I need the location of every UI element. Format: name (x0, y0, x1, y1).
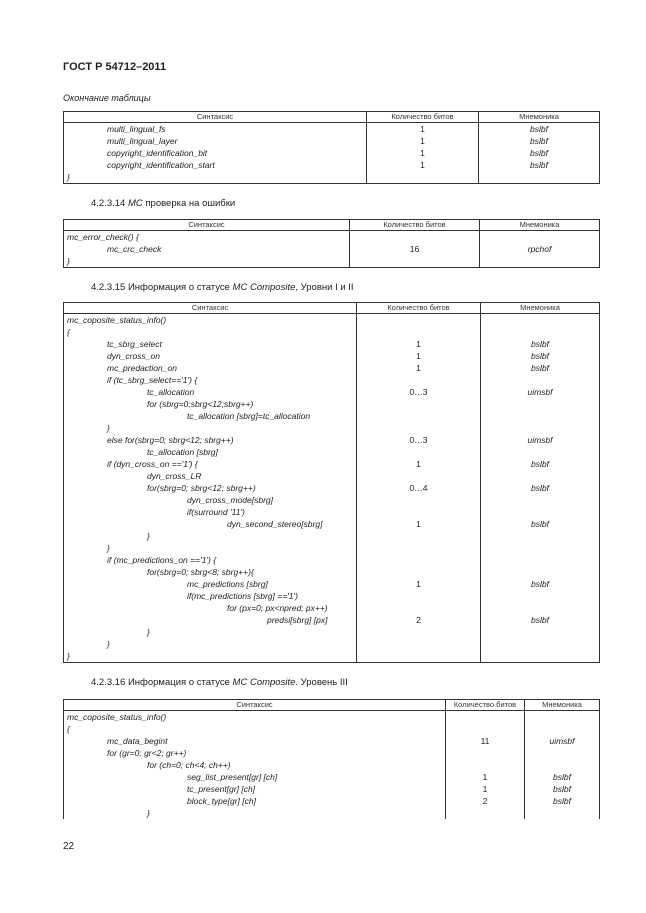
mnemonic-value (481, 326, 599, 338)
syntax-line: tc_allocation [sbrg]=tc_allocation (187, 411, 311, 421)
bits-value (357, 326, 480, 338)
column-header-mnemonic: Мнемоника (479, 112, 600, 123)
bits-value: 1 (416, 339, 421, 349)
bits-value (357, 590, 480, 602)
bits-value: 1 (416, 579, 421, 589)
syntax-line: mc_coposite_status_info() (67, 315, 167, 325)
syntax-line: tc_allocation [sbrg] (147, 447, 218, 457)
mnemonic-value (481, 314, 599, 326)
bits-value: 1 (420, 160, 425, 170)
bits-value (357, 506, 480, 518)
bits-value: 1 (416, 351, 421, 361)
syntax-line: seg_list_present[gr] [ch] (187, 772, 278, 782)
mnemonic-value (481, 422, 599, 434)
bits-value (446, 759, 524, 771)
bits-value (446, 723, 524, 735)
mnemonic-value: bslbf (531, 519, 549, 529)
syntax-line: for(sbrg=0; sbrg<12; sbrg++) (147, 483, 256, 493)
bits-value (350, 255, 479, 267)
mnemonic-value (481, 650, 599, 662)
syntax-line: copyright_identification_bit (107, 148, 208, 158)
bits-value: 1 (420, 148, 425, 158)
bits-value (357, 566, 480, 578)
column-header-bits: Количество битов (357, 303, 481, 314)
syntax-line: if (tc_sbrg_select=='1') { (107, 375, 198, 385)
section-title-mc-error-check: 4.2.3.14 MC проверка на ошибки (91, 198, 236, 209)
syntax-line: predsi[sbrg] [px] (267, 615, 328, 625)
syntax-line: dyn_cross_on (107, 351, 160, 361)
syntax-line: if (mc_predictions_on =='1') { (107, 555, 217, 565)
syntax-line: dyn_cross_LR (147, 471, 202, 481)
bits-value: 0…3 (409, 435, 428, 445)
bits-value (357, 410, 480, 422)
syntax-line: mc_error_check() { (67, 232, 139, 242)
syntax-line: dyn_cross_mode[sbrg] (187, 495, 273, 505)
bits-value (357, 530, 480, 542)
bits-value (357, 602, 480, 614)
syntax-line: } (147, 531, 150, 541)
bits-value (367, 171, 478, 183)
bits-value: 2 (482, 796, 488, 806)
syntax-table-composite-status-1-2 (63, 302, 600, 663)
syntax-line: if (dyn_cross_on =='1') { (107, 459, 198, 469)
bits-value (357, 422, 480, 434)
mnemonic-value (479, 171, 599, 183)
syntax-line: tc_allocation (147, 387, 195, 397)
bits-value (357, 446, 480, 458)
mnemonic-value (481, 530, 599, 542)
bits-value (350, 231, 479, 243)
bits-value: 16 (409, 244, 420, 254)
syntax-table-end (63, 111, 600, 184)
bits-value (357, 398, 480, 410)
bits-value (357, 650, 480, 662)
column-header-bits: Количество битов (446, 700, 525, 711)
mnemonic-value (481, 446, 599, 458)
section-title-composite-status-1-2: 4.2.3.15 Информация о статусе MC Composite, Уровни I и II (91, 282, 354, 293)
bits-value (357, 626, 480, 638)
syntax-line: if(mc_predictions [sbrg] =='1') (187, 591, 298, 601)
bits-cell (367, 123, 479, 184)
page-number: 22 (63, 841, 75, 852)
mnemonic-value (480, 255, 599, 267)
bits-value: 1 (416, 519, 421, 529)
syntax-line: } (67, 651, 70, 661)
syntax-line: copyright_identification_start (107, 160, 215, 170)
syntax-cell (64, 711, 446, 820)
bits-value (357, 314, 480, 326)
mnemonic-value: bslbf (531, 579, 549, 589)
mnemonic-value (525, 807, 599, 819)
mnemonic-value (481, 470, 599, 482)
mnemonic-value (525, 711, 599, 723)
syntax-line: } (67, 172, 70, 182)
document-header: ГОСТ Р 54712–2011 (63, 61, 167, 73)
bits-value (446, 711, 524, 723)
mnemonic-value: bslbf (531, 483, 549, 493)
syntax-line: block_type[gr] [ch] (187, 796, 256, 806)
section-title-composite-status-3: 4.2.3.16 Информация о статусе MC Composite. Уровень III (91, 677, 348, 688)
bits-value: 1 (482, 772, 488, 782)
mnemonic-value: bslbf (531, 363, 549, 373)
column-header-syntax: Синтаксис (64, 700, 446, 711)
bits-value: 2 (416, 615, 421, 625)
bits-value: 1 (482, 784, 488, 794)
mnemonic-value (481, 542, 599, 554)
bits-value (357, 374, 480, 386)
mnemonic-value: rpchof (527, 244, 552, 254)
syntax-line: } (107, 639, 110, 649)
table-continuation-caption: Окончание таблицы (63, 93, 151, 103)
mnemonic-cell (481, 314, 600, 663)
mnemonic-value: bslbf (530, 160, 548, 170)
syntax-line: } (107, 423, 110, 433)
column-header-syntax: Синтаксис (64, 220, 350, 231)
mnemonic-value (481, 638, 599, 650)
mnemonic-value: uimsbf (527, 387, 553, 397)
bits-cell (446, 711, 525, 820)
column-header-mnemonic: Мнемоника (481, 303, 600, 314)
bits-value: 1 (416, 459, 421, 469)
bits-value: 11 (480, 736, 490, 746)
syntax-line: { (67, 327, 70, 337)
mnemonic-value (525, 747, 599, 759)
syntax-line: mc_predictions [sbrg] (187, 579, 268, 589)
mnemonic-value (481, 410, 599, 422)
bits-value (357, 494, 480, 506)
syntax-line: for (sbrg=0;sbrg<12;sbrg++) (147, 399, 254, 409)
syntax-line: multi_lingual_fs (107, 124, 166, 134)
syntax-line: multi_lingual_layer (107, 136, 178, 146)
mnemonic-value: bslbf (553, 796, 571, 806)
bits-value (357, 470, 480, 482)
bits-value (357, 542, 480, 554)
mnemonic-value (481, 398, 599, 410)
bits-value (446, 807, 524, 819)
column-header-bits: Количество битов (350, 220, 480, 231)
mnemonic-value (481, 506, 599, 518)
mnemonic-cell (479, 123, 600, 184)
mnemonic-value: bslbf (553, 784, 571, 794)
bits-value: 0…4 (409, 483, 428, 493)
bits-value: 1 (416, 363, 421, 373)
mnemonic-cell (525, 711, 600, 820)
syntax-line: if(surround '11') (187, 507, 245, 517)
syntax-line: mc_predaction_on (107, 363, 177, 373)
syntax-line: } (107, 543, 110, 553)
syntax-cell (64, 314, 357, 663)
mnemonic-cell (480, 231, 600, 268)
mnemonic-value (481, 494, 599, 506)
syntax-line: for (ch=0; ch<4; ch++) (147, 760, 231, 770)
mnemonic-value: bslbf (530, 148, 548, 158)
bits-value (446, 747, 524, 759)
syntax-line: mc_coposite_status_info() (67, 712, 167, 722)
syntax-line: for (gr=0; gr<2; gr++) (107, 748, 187, 758)
column-header-syntax: Синтаксис (64, 303, 357, 314)
syntax-line: { (67, 724, 70, 734)
mnemonic-value (481, 554, 599, 566)
mnemonic-value: bslbf (531, 351, 549, 361)
bits-cell (357, 314, 481, 663)
syntax-line: for (px=0; px<npred; px++) (227, 603, 328, 613)
bits-value: 1 (420, 136, 425, 146)
syntax-line: } (147, 808, 150, 818)
syntax-line: } (147, 627, 150, 637)
syntax-line: else for(sbrg=0; sbrg<12; sbrg++) (107, 435, 234, 445)
column-header-syntax: Синтаксис (64, 112, 367, 123)
bits-cell (350, 231, 480, 268)
bits-value (357, 554, 480, 566)
mnemonic-value: bslbf (531, 339, 549, 349)
mnemonic-value: bslbf (531, 459, 549, 469)
bits-value: 0…3 (409, 387, 428, 397)
mnemonic-value: bslbf (530, 124, 548, 134)
syntax-cell (64, 123, 367, 184)
mnemonic-value (481, 626, 599, 638)
syntax-line: tc_sbrg_select (107, 339, 162, 349)
syntax-line: for(sbrg=0; sbrg<8; sbrg++){ (147, 567, 254, 577)
mnemonic-value (481, 590, 599, 602)
mnemonic-value (481, 566, 599, 578)
mnemonic-value: bslbf (531, 615, 549, 625)
column-header-mnemonic: Мнемоника (480, 220, 600, 231)
bits-value (357, 638, 480, 650)
bits-value: 1 (420, 124, 425, 134)
syntax-line: mc_crc_check (107, 244, 162, 254)
syntax-table-mc-error-check (63, 219, 600, 268)
syntax-table-composite-status-3 (63, 699, 600, 819)
mnemonic-value (525, 723, 599, 735)
syntax-line: tc_present[gr] [ch] (187, 784, 256, 794)
syntax-line: } (67, 256, 70, 266)
mnemonic-value (480, 231, 599, 243)
syntax-cell (64, 231, 350, 268)
mnemonic-value (481, 374, 599, 386)
mnemonic-value (481, 602, 599, 614)
mnemonic-value: bslbf (553, 772, 571, 782)
mnemonic-value: bslbf (530, 136, 548, 146)
mnemonic-value (525, 759, 599, 771)
mnemonic-value: uimsbf (549, 736, 575, 746)
syntax-line: mc_data_begint (107, 736, 168, 746)
syntax-line: dyn_second_stereo[sbrg] (227, 519, 323, 529)
column-header-mnemonic: Мнемоника (525, 700, 600, 711)
mnemonic-value: uimsbf (527, 435, 553, 445)
column-header-bits: Количество битов (367, 112, 479, 123)
